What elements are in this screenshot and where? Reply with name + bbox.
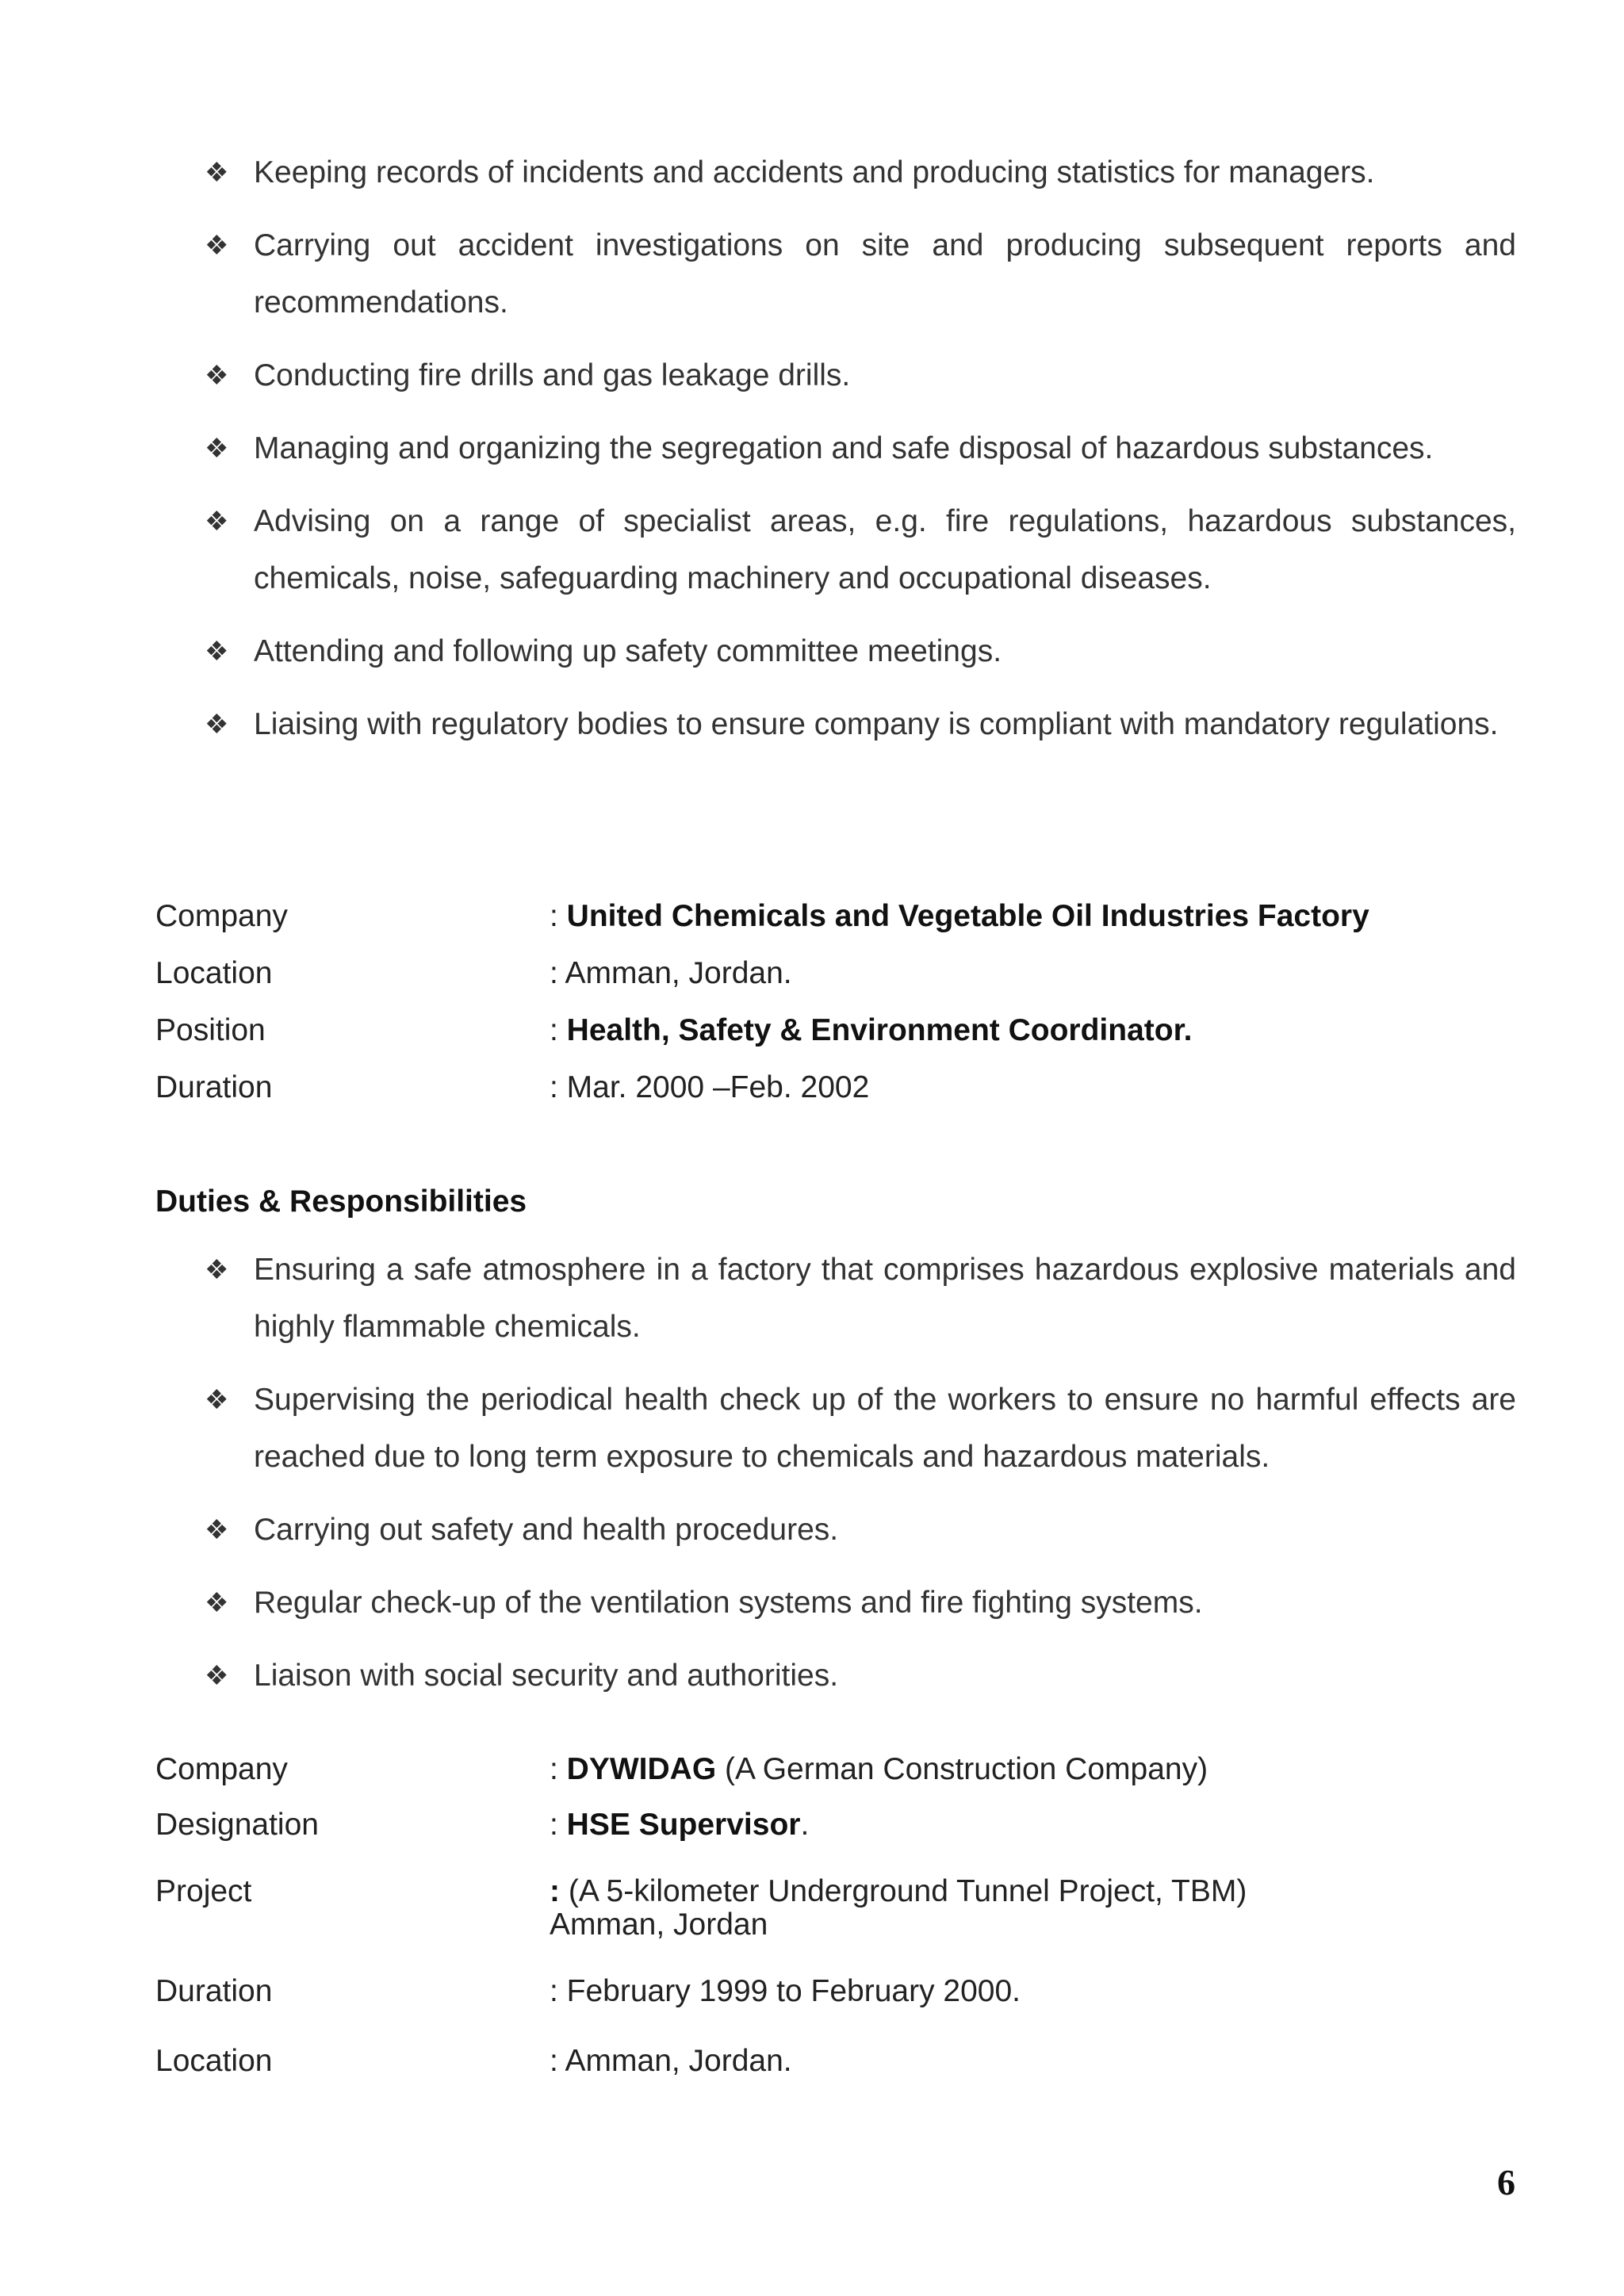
- location-value: : Amman, Jordan.: [550, 956, 792, 990]
- list-item: ❖ Managing and organizing the segregation and safe disposal of hazardous substances.: [205, 420, 1516, 477]
- location-label: Location: [155, 2044, 273, 2078]
- job-details-dywidag: [155, 1741, 1503, 2090]
- project-label: Project: [155, 1874, 252, 1908]
- diamond-bullet-icon: ❖: [205, 1661, 229, 1691]
- page-number: 6: [1497, 2162, 1515, 2202]
- designation-label: Designation: [155, 1808, 319, 1842]
- diamond-bullet-icon: ❖: [205, 361, 229, 391]
- duration-row: [155, 1963, 1503, 2033]
- company-label: Company: [155, 1752, 288, 1786]
- duration-label: Duration: [155, 1070, 273, 1104]
- location-value: : Amman, Jordan.: [550, 2044, 792, 2078]
- list-item: ❖ Ensuring a safe atmosphere in a factory that comprises hazardous explosive materials and highly flammable chemicals.: [205, 1242, 1516, 1356]
- duties-list: [205, 1242, 1516, 1720]
- duration-value: : Mar. 2000 –Feb. 2002: [550, 1070, 870, 1104]
- project-value: : (A 5-kilometer Underground Tunnel Project, TBM) Amman, Jordan: [550, 1874, 1247, 1942]
- diamond-bullet-icon: ❖: [205, 637, 229, 667]
- diamond-bullet-icon: ❖: [205, 1588, 229, 1618]
- company-value: : United Chemicals and Vegetable Oil Industries Factory: [550, 899, 1369, 933]
- company-value: : DYWIDAG (A German Construction Company): [550, 1752, 1208, 1786]
- duration-row: [155, 1059, 1503, 1116]
- list-item: ❖ Regular check-up of the ventilation systems and fire fighting systems.: [205, 1575, 1516, 1632]
- location-row: [155, 2033, 1503, 2090]
- designation-value: : HSE Supervisor.: [550, 1808, 810, 1842]
- list-item: ❖ Conducting fire drills and gas leakage drills.: [205, 347, 1516, 404]
- list-item: ❖ Keeping records of incidents and accidents and producing statistics for managers.: [205, 144, 1516, 201]
- diamond-bullet-icon: ❖: [205, 1385, 229, 1415]
- duration-value: : February 1999 to February 2000.: [550, 1974, 1021, 2008]
- responsibilities-list: [205, 144, 1516, 769]
- diamond-bullet-icon: ❖: [205, 1255, 229, 1285]
- designation-row: [155, 1798, 1503, 1863]
- company-row: [155, 888, 1503, 945]
- company-row: [155, 1741, 1503, 1798]
- diamond-bullet-icon: ❖: [205, 507, 229, 537]
- job-details-united-chemicals: [155, 888, 1503, 1116]
- duration-label: Duration: [155, 1974, 273, 2008]
- position-value: : Health, Safety & Environment Coordinator.: [550, 1013, 1193, 1047]
- project-row: [155, 1863, 1503, 1963]
- list-item: ❖ Carrying out safety and health procedures.: [205, 1502, 1516, 1559]
- company-label: Company: [155, 899, 288, 933]
- diamond-bullet-icon: ❖: [205, 710, 229, 740]
- location-row: [155, 945, 1503, 1002]
- position-row: [155, 1002, 1503, 1059]
- list-item: ❖ Liaising with regulatory bodies to ensure company is compliant with mandatory regulations.: [205, 696, 1516, 753]
- position-label: Position: [155, 1013, 266, 1047]
- list-item: ❖ Carrying out accident investigations on site and producing subsequent reports and recommendations.: [205, 217, 1516, 331]
- diamond-bullet-icon: ❖: [205, 158, 229, 188]
- diamond-bullet-icon: ❖: [205, 1515, 229, 1545]
- list-item: ❖ Liaison with social security and authorities.: [205, 1647, 1516, 1705]
- diamond-bullet-icon: ❖: [205, 231, 229, 261]
- location-label: Location: [155, 956, 273, 990]
- list-item: ❖ Supervising the periodical health check up of the workers to ensure no harmful effects are reached due to long term exposure to chemicals and hazardous materials.: [205, 1372, 1516, 1486]
- list-item: ❖ Attending and following up safety committee meetings.: [205, 623, 1516, 680]
- diamond-bullet-icon: ❖: [205, 434, 229, 464]
- list-item: ❖ Advising on a range of specialist areas, e.g. fire regulations, hazardous substances, chemicals, noise, safeguarding machinery and occupational diseases.: [205, 493, 1516, 607]
- duties-heading: Duties & Responsibilities: [155, 1184, 527, 1219]
